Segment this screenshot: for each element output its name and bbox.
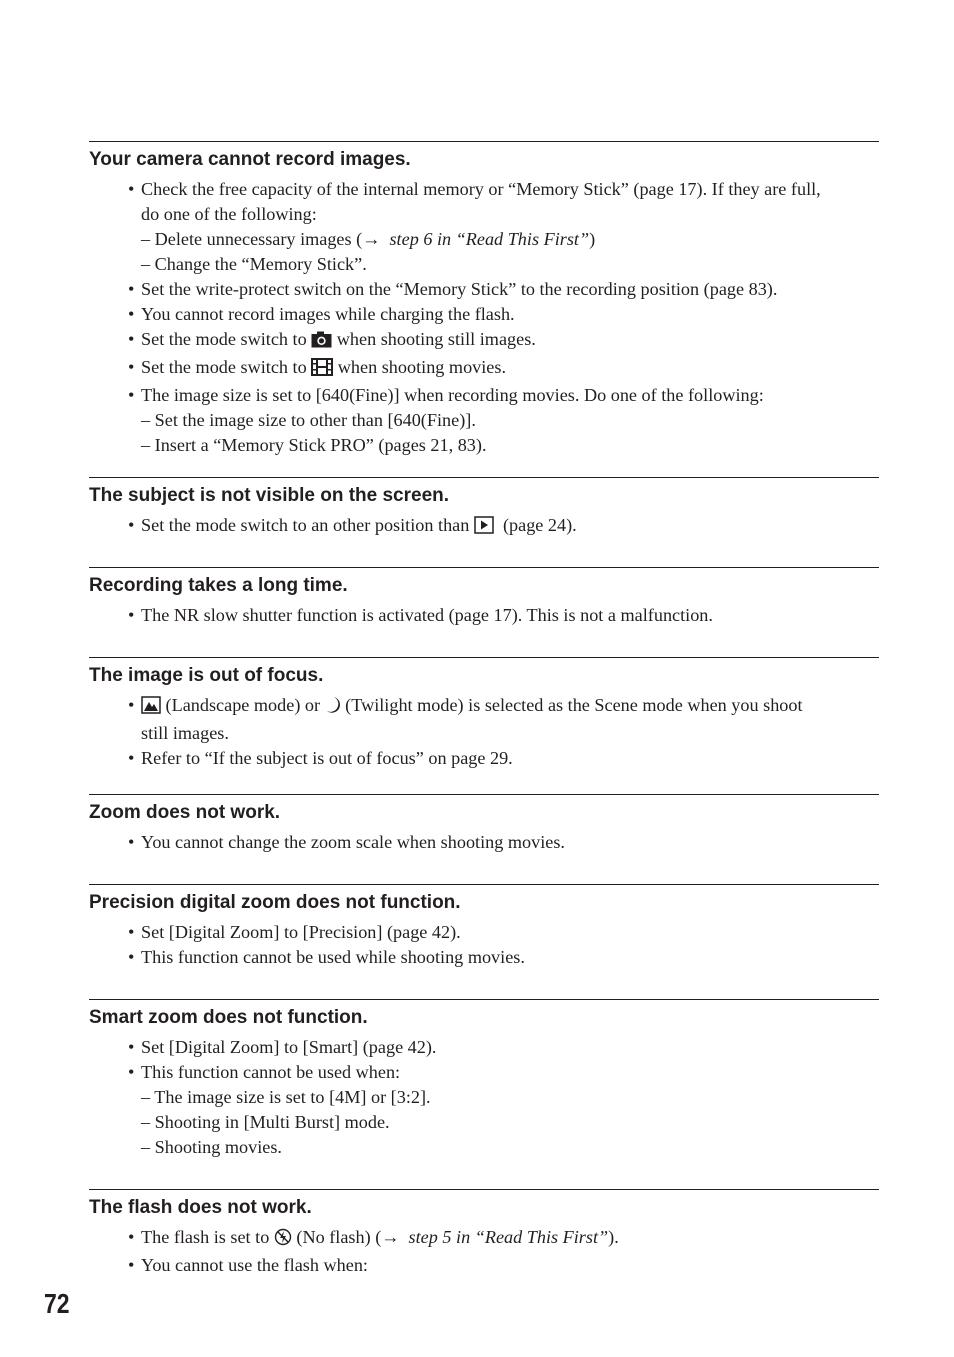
section-heading: Your camera cannot record images. bbox=[89, 149, 411, 170]
camera-icon bbox=[311, 330, 332, 355]
sub-item: – Change the “Memory Stick”. bbox=[141, 254, 367, 274]
no-flash-icon bbox=[274, 1228, 292, 1253]
sub-item: – Shooting in [Multi Burst] mode. bbox=[141, 1112, 390, 1132]
list-item: • Set the mode switch to an other position than (page 24). bbox=[89, 513, 879, 541]
list-item: • Set [Digital Zoom] to [Precision] (page 42). bbox=[128, 922, 461, 942]
arrow-icon: → bbox=[362, 229, 381, 249]
section-heading: Precision digital zoom does not function. bbox=[89, 892, 461, 913]
list-item: • The NR slow shutter function is activated (page 17). This is not a malfunction. bbox=[128, 605, 713, 625]
section-zoom bbox=[89, 794, 879, 855]
section-heading: The image is out of focus. bbox=[89, 665, 324, 686]
list-item: • The flash is set to (No flash) (→ step 5 in “Read This First”). bbox=[89, 1225, 879, 1253]
section-out-of-focus bbox=[89, 657, 879, 771]
bullet-list bbox=[89, 177, 879, 458]
list-item: • Set the write-protect switch on the “Memory Stick” to the recording position (page 83). bbox=[128, 279, 778, 299]
section-subject-not-visible bbox=[89, 477, 879, 541]
twilight-moon-icon bbox=[325, 696, 341, 721]
list-item: • You cannot record images while charging the flash. bbox=[128, 304, 515, 324]
list-item: • Set the mode switch to when shooting movies. bbox=[89, 355, 879, 383]
arrow-icon: → bbox=[381, 1227, 400, 1247]
section-smart-zoom bbox=[89, 999, 879, 1160]
list-item: • Refer to “If the subject is out of focus” on page 29. bbox=[128, 748, 513, 768]
sub-item: – Insert a “Memory Stick PRO” (pages 21, 83). bbox=[141, 435, 487, 455]
list-item: • The image size is set to [640(Fine)] when recording movies. Do one of the following: bbox=[128, 385, 764, 405]
movie-film-icon bbox=[311, 358, 333, 383]
sub-item: – Shooting movies. bbox=[141, 1137, 282, 1157]
sub-item: – The image size is set to [4M] or [3:2]. bbox=[141, 1087, 431, 1107]
list-item-continuation: do one of the following: bbox=[141, 204, 317, 224]
section-flash bbox=[89, 1189, 879, 1278]
list-item: • This function cannot be used while shooting movies. bbox=[128, 947, 525, 967]
list-item: • This function cannot be used when: bbox=[128, 1062, 401, 1082]
section-heading: Zoom does not work. bbox=[89, 802, 281, 823]
page-number: 72 bbox=[44, 1288, 70, 1319]
list-item: • Set [Digital Zoom] to [Smart] (page 42). bbox=[128, 1037, 437, 1057]
section-heading: Recording takes a long time. bbox=[89, 575, 348, 596]
section-heading: Smart zoom does not function. bbox=[89, 1007, 368, 1028]
landscape-icon bbox=[141, 696, 161, 721]
list-item: • Check the free capacity of the internal memory or “Memory Stick” (page 17). If they are full, bbox=[128, 179, 821, 199]
playback-icon bbox=[474, 516, 494, 541]
section-heading: The flash does not work. bbox=[89, 1197, 312, 1218]
list-item-continuation: still images. bbox=[141, 723, 229, 743]
list-item: • You cannot change the zoom scale when shooting movies. bbox=[128, 832, 565, 852]
sub-item: – Set the image size to other than [640(Fine)]. bbox=[141, 410, 476, 430]
list-item: • You cannot use the flash when: bbox=[128, 1255, 368, 1275]
section-cannot-record bbox=[89, 141, 879, 458]
section-heading: The subject is not visible on the screen. bbox=[89, 485, 450, 506]
list-item: • (Landscape mode) or (Twilight mode) is selected as the Scene mode when you shoot bbox=[89, 693, 879, 721]
section-precision-zoom bbox=[89, 884, 879, 970]
section-recording-long bbox=[89, 567, 879, 628]
sub-item: – Delete unnecessary images (→ step 6 in “Read This First”) bbox=[141, 229, 596, 249]
list-item: • Set the mode switch to when shooting still images. bbox=[89, 327, 879, 355]
